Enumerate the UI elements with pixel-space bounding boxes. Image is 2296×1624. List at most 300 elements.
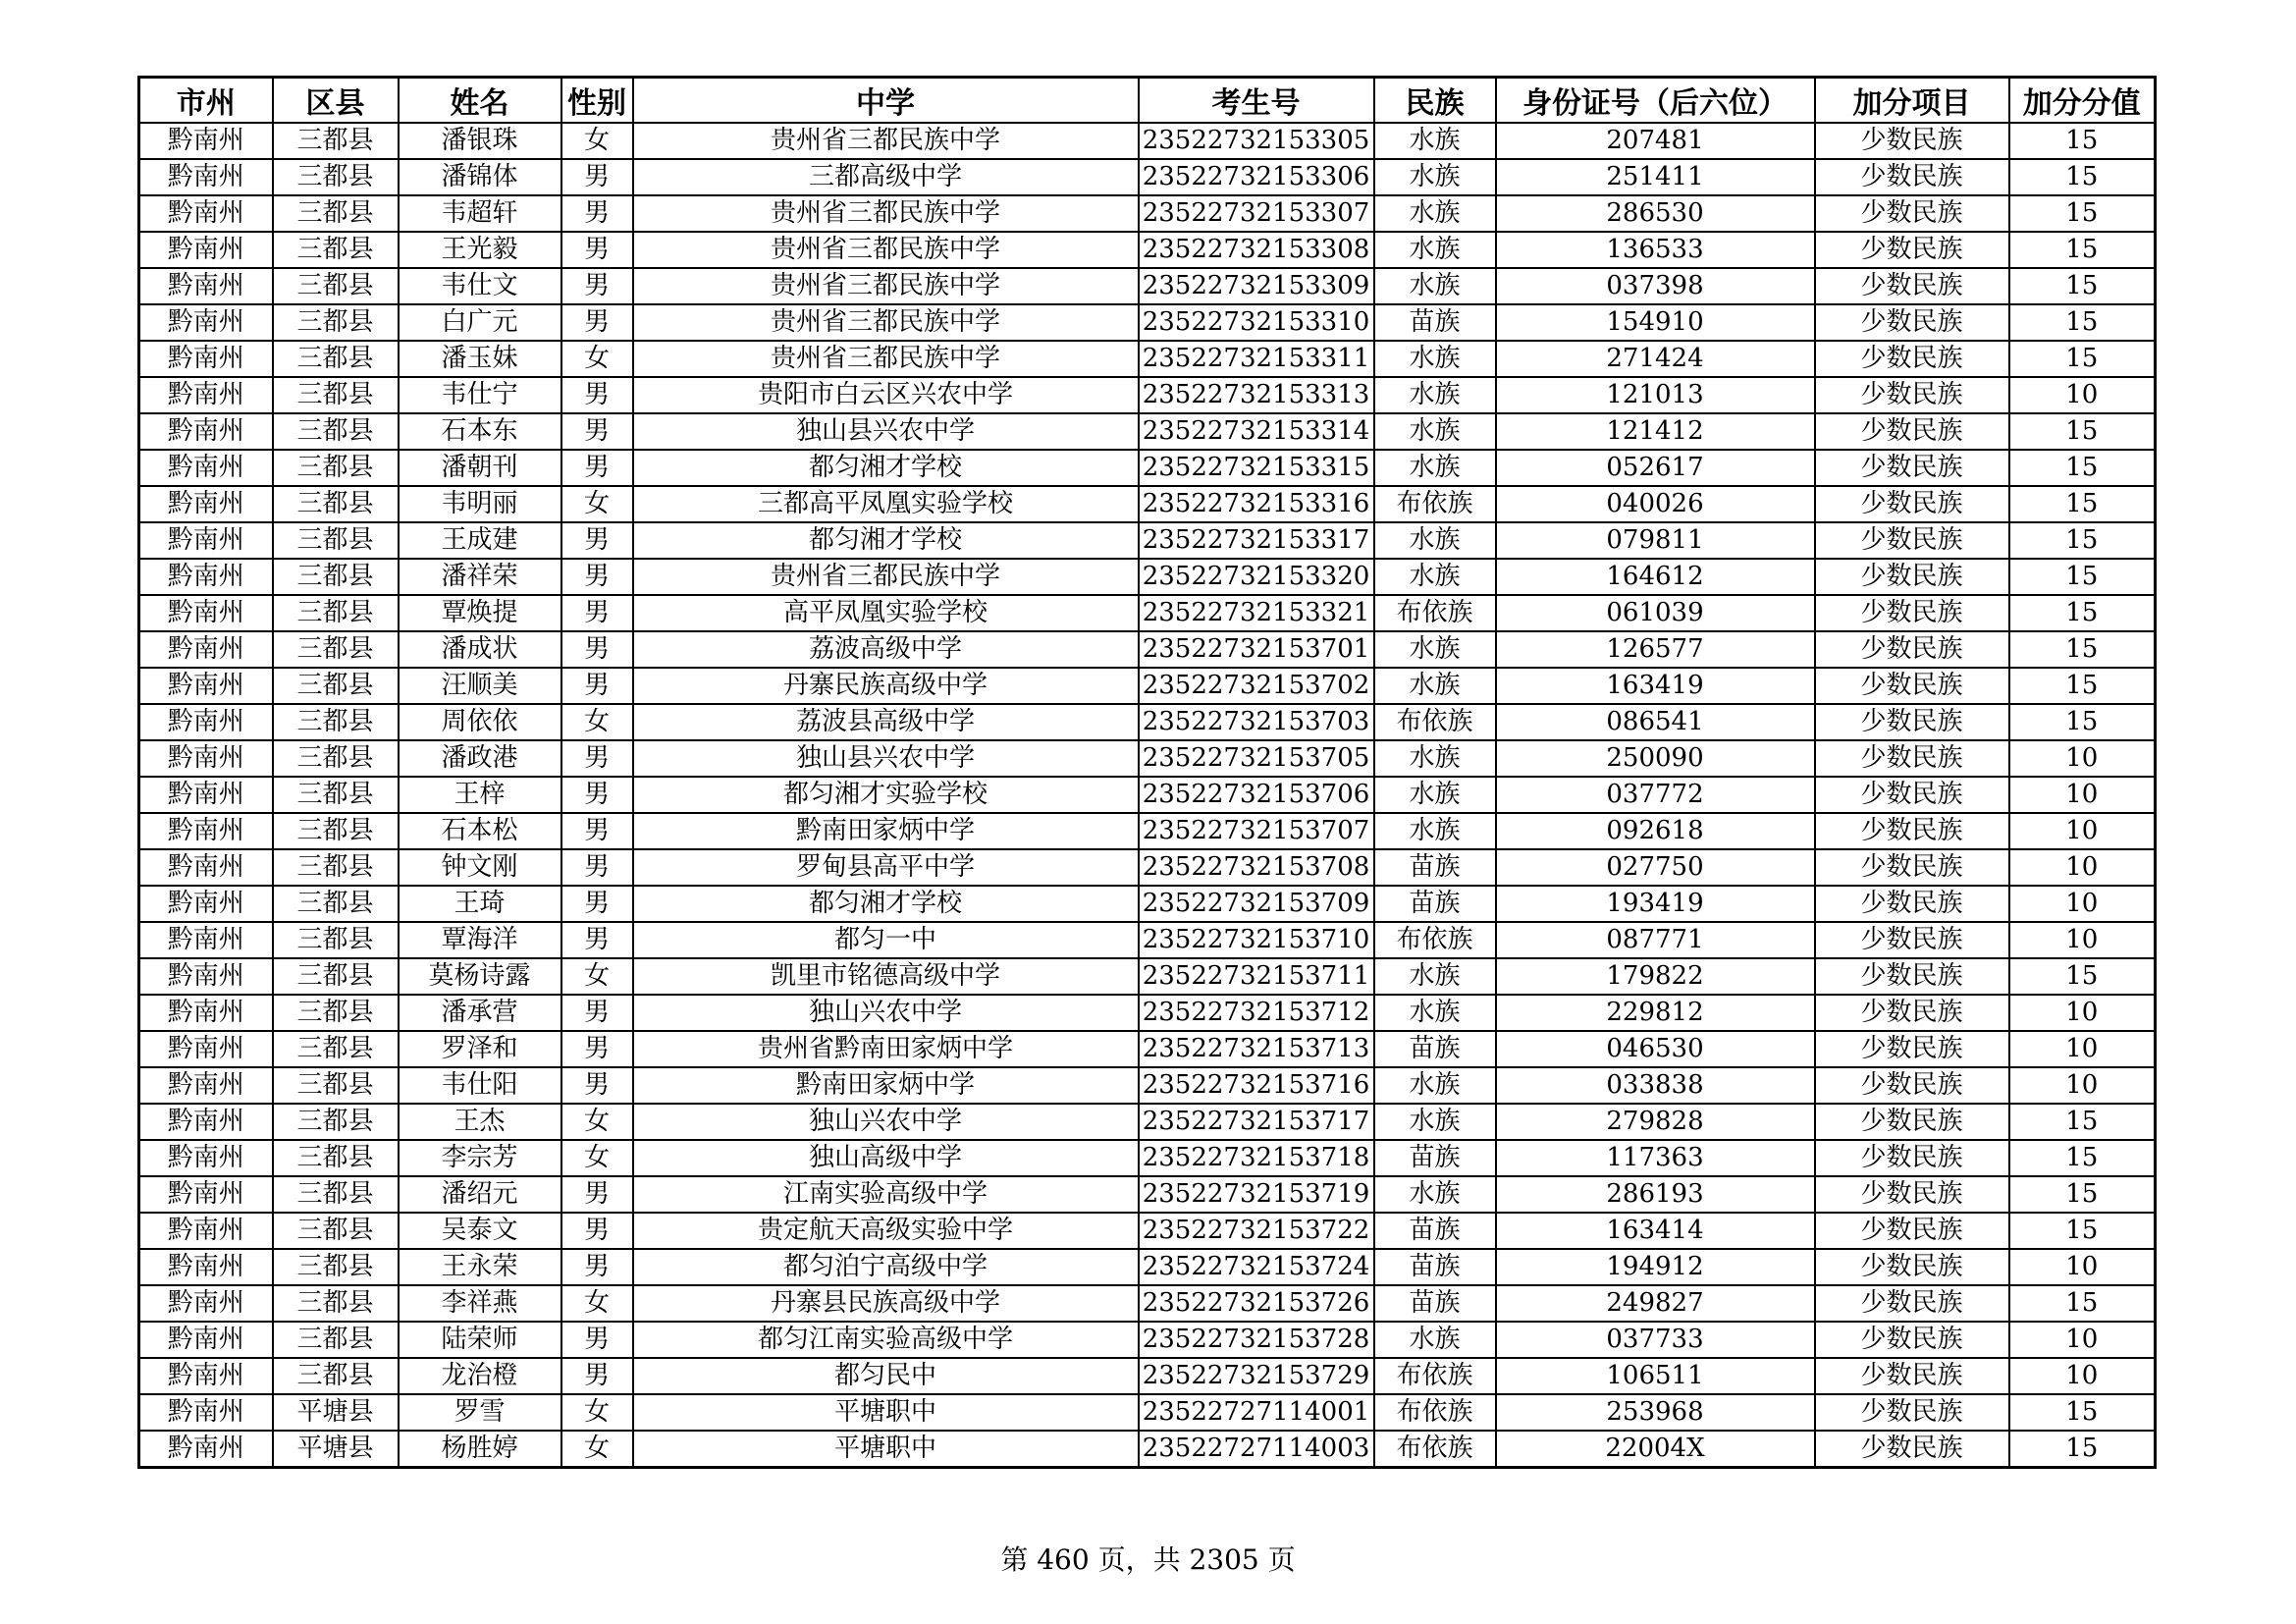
table-cell: 男 xyxy=(561,777,633,813)
table-cell: 少数民族 xyxy=(1815,1104,2009,1140)
table-cell: 白广元 xyxy=(399,304,561,341)
table-cell: 三都县 xyxy=(273,1322,399,1358)
table-cell: 韦仕阳 xyxy=(399,1067,561,1104)
table-cell: 男 xyxy=(561,1031,633,1067)
table-cell: 10 xyxy=(2009,377,2156,413)
table-row xyxy=(139,232,2156,268)
table-cell: 男 xyxy=(561,740,633,777)
table-cell: 23522732153314 xyxy=(1139,413,1374,450)
table-cell: 23522727114003 xyxy=(1139,1431,1374,1468)
table-cell: 三都县 xyxy=(273,1140,399,1176)
table-cell: 三都县 xyxy=(273,704,399,740)
table-cell: 覃焕提 xyxy=(399,595,561,631)
table-cell: 吴泰文 xyxy=(399,1213,561,1249)
table-cell: 061039 xyxy=(1496,595,1815,631)
table-cell: 女 xyxy=(561,341,633,377)
table-cell: 黔南州 xyxy=(139,595,273,631)
table-cell: 136533 xyxy=(1496,232,1815,268)
table-cell: 23522732153707 xyxy=(1139,813,1374,849)
table-cell: 黔南州 xyxy=(139,341,273,377)
table-cell: 黔南州 xyxy=(139,232,273,268)
table-cell: 092618 xyxy=(1496,813,1815,849)
table-row xyxy=(139,1249,2156,1285)
table-cell: 少数民族 xyxy=(1815,740,2009,777)
table-header xyxy=(139,78,2156,124)
table-cell: 男 xyxy=(561,631,633,668)
table-cell: 韦仕文 xyxy=(399,268,561,304)
table-row xyxy=(139,1104,2156,1140)
table-row xyxy=(139,159,2156,195)
table-cell: 男 xyxy=(561,995,633,1031)
table-cell: 黔南州 xyxy=(139,849,273,886)
table-cell: 少数民族 xyxy=(1815,486,2009,522)
table-cell: 水族 xyxy=(1374,195,1496,232)
table-cell: 黔南州 xyxy=(139,1140,273,1176)
table-cell: 黔南州 xyxy=(139,268,273,304)
table-cell: 三都高级中学 xyxy=(633,159,1139,195)
table-cell: 男 xyxy=(561,849,633,886)
table-cell: 046530 xyxy=(1496,1031,1815,1067)
table-cell: 三都县 xyxy=(273,232,399,268)
table-cell: 黔南州 xyxy=(139,886,273,922)
table-cell: 15 xyxy=(2009,486,2156,522)
table-cell: 三都县 xyxy=(273,268,399,304)
table-cell: 三都县 xyxy=(273,1067,399,1104)
table-cell: 水族 xyxy=(1374,341,1496,377)
table-cell: 23522732153709 xyxy=(1139,886,1374,922)
table-cell: 少数民族 xyxy=(1815,1358,2009,1394)
table-row xyxy=(139,777,2156,813)
table-cell: 黔南州 xyxy=(139,813,273,849)
table-cell: 水族 xyxy=(1374,232,1496,268)
table-cell: 三都县 xyxy=(273,1176,399,1213)
table-cell: 少数民族 xyxy=(1815,849,2009,886)
table-row xyxy=(139,704,2156,740)
table-cell: 少数民族 xyxy=(1815,304,2009,341)
table-cell: 苗族 xyxy=(1374,1140,1496,1176)
table-cell: 黔南田家炳中学 xyxy=(633,813,1139,849)
table-cell: 都匀泊宁高级中学 xyxy=(633,1249,1139,1285)
table-cell: 丹寨县民族高级中学 xyxy=(633,1285,1139,1322)
table-cell: 黔南州 xyxy=(139,740,273,777)
table-cell: 水族 xyxy=(1374,813,1496,849)
table-cell: 126577 xyxy=(1496,631,1815,668)
table-cell: 少数民族 xyxy=(1815,813,2009,849)
table-cell: 女 xyxy=(561,1104,633,1140)
column-header: 区县 xyxy=(273,78,399,124)
table-row xyxy=(139,1067,2156,1104)
table-cell: 15 xyxy=(2009,450,2156,486)
table-cell: 三都县 xyxy=(273,522,399,559)
column-header: 加分分值 xyxy=(2009,78,2156,124)
table-cell: 女 xyxy=(561,1285,633,1322)
table-cell: 15 xyxy=(2009,1285,2156,1322)
table-row xyxy=(139,450,2156,486)
table-cell: 苗族 xyxy=(1374,1285,1496,1322)
table-cell: 三都县 xyxy=(273,922,399,958)
table-cell: 079811 xyxy=(1496,522,1815,559)
table-cell: 荔波县高级中学 xyxy=(633,704,1139,740)
table-cell: 水族 xyxy=(1374,777,1496,813)
table-cell: 布依族 xyxy=(1374,704,1496,740)
table-cell: 027750 xyxy=(1496,849,1815,886)
table-cell: 15 xyxy=(2009,413,2156,450)
table-cell: 23522732153713 xyxy=(1139,1031,1374,1067)
table-cell: 少数民族 xyxy=(1815,886,2009,922)
table-cell: 少数民族 xyxy=(1815,450,2009,486)
table-cell: 10 xyxy=(2009,849,2156,886)
table-cell: 三都县 xyxy=(273,1285,399,1322)
table-cell: 黔南州 xyxy=(139,1031,273,1067)
table-cell: 男 xyxy=(561,159,633,195)
table-cell: 黔南州 xyxy=(139,1394,273,1431)
table-cell: 少数民族 xyxy=(1815,595,2009,631)
table-cell: 苗族 xyxy=(1374,1213,1496,1249)
table-cell: 黔南州 xyxy=(139,195,273,232)
table-cell: 平塘县 xyxy=(273,1431,399,1468)
table-cell: 286193 xyxy=(1496,1176,1815,1213)
table-cell: 15 xyxy=(2009,159,2156,195)
table-cell: 覃海洋 xyxy=(399,922,561,958)
table-row xyxy=(139,1358,2156,1394)
table-cell: 037772 xyxy=(1496,777,1815,813)
table-cell: 三都县 xyxy=(273,813,399,849)
table-cell: 水族 xyxy=(1374,268,1496,304)
table-row xyxy=(139,1140,2156,1176)
table-cell: 三都县 xyxy=(273,159,399,195)
table-cell: 15 xyxy=(2009,1140,2156,1176)
table-cell: 253968 xyxy=(1496,1394,1815,1431)
table-cell: 潘政港 xyxy=(399,740,561,777)
table-cell: 23522732153726 xyxy=(1139,1285,1374,1322)
table-cell: 106511 xyxy=(1496,1358,1815,1394)
table-cell: 037733 xyxy=(1496,1322,1815,1358)
table-cell: 水族 xyxy=(1374,522,1496,559)
table-cell: 贵州省三都民族中学 xyxy=(633,304,1139,341)
table-cell: 三都县 xyxy=(273,195,399,232)
table-cell: 男 xyxy=(561,1249,633,1285)
table-row xyxy=(139,377,2156,413)
table-cell: 黔南州 xyxy=(139,668,273,704)
table-cell: 布依族 xyxy=(1374,922,1496,958)
table-cell: 194912 xyxy=(1496,1249,1815,1285)
table-cell: 23522732153705 xyxy=(1139,740,1374,777)
table-row xyxy=(139,1431,2156,1468)
table-cell: 三都县 xyxy=(273,304,399,341)
table-cell: 15 xyxy=(2009,341,2156,377)
table-cell: 黔南州 xyxy=(139,777,273,813)
table-row xyxy=(139,1213,2156,1249)
table-cell: 179822 xyxy=(1496,958,1815,995)
table-cell: 莫杨诗露 xyxy=(399,958,561,995)
table-cell: 15 xyxy=(2009,595,2156,631)
table-cell: 黔南州 xyxy=(139,995,273,1031)
column-header: 身份证号（后六位） xyxy=(1496,78,1815,124)
table-cell: 052617 xyxy=(1496,450,1815,486)
table-cell: 贵州省三都民族中学 xyxy=(633,341,1139,377)
table-cell: 黔南州 xyxy=(139,1431,273,1468)
table-cell: 少数民族 xyxy=(1815,668,2009,704)
table-cell: 黔南州 xyxy=(139,1322,273,1358)
table-cell: 少数民族 xyxy=(1815,777,2009,813)
table-cell: 王永荣 xyxy=(399,1249,561,1285)
table-cell: 033838 xyxy=(1496,1067,1815,1104)
table-row xyxy=(139,268,2156,304)
table-cell: 高平凤凰实验学校 xyxy=(633,595,1139,631)
table-cell: 15 xyxy=(2009,631,2156,668)
table-cell: 23522732153310 xyxy=(1139,304,1374,341)
table-cell: 121412 xyxy=(1496,413,1815,450)
table-cell: 布依族 xyxy=(1374,595,1496,631)
table-cell: 钟文刚 xyxy=(399,849,561,886)
table-cell: 黔南州 xyxy=(139,413,273,450)
table-cell: 23522732153710 xyxy=(1139,922,1374,958)
table-cell: 少数民族 xyxy=(1815,995,2009,1031)
table-cell: 独山高级中学 xyxy=(633,1140,1139,1176)
table-cell: 苗族 xyxy=(1374,886,1496,922)
table-cell: 三都县 xyxy=(273,1031,399,1067)
table-cell: 男 xyxy=(561,377,633,413)
table-cell: 男 xyxy=(561,522,633,559)
table-cell: 少数民族 xyxy=(1815,1140,2009,1176)
table-cell: 平塘县 xyxy=(273,1394,399,1431)
table-cell: 15 xyxy=(2009,668,2156,704)
table-row xyxy=(139,195,2156,232)
table-cell: 水族 xyxy=(1374,1322,1496,1358)
table-cell: 23522732153722 xyxy=(1139,1213,1374,1249)
table-cell: 男 xyxy=(561,1322,633,1358)
table-row xyxy=(139,813,2156,849)
table-cell: 少数民族 xyxy=(1815,631,2009,668)
table-cell: 23522732153712 xyxy=(1139,995,1374,1031)
table-cell: 少数民族 xyxy=(1815,1249,2009,1285)
table-cell: 黔南州 xyxy=(139,522,273,559)
table-cell: 布依族 xyxy=(1374,1358,1496,1394)
table-cell: 15 xyxy=(2009,1104,2156,1140)
table-cell: 男 xyxy=(561,886,633,922)
table-cell: 23522732153701 xyxy=(1139,631,1374,668)
table-cell: 黔南州 xyxy=(139,159,273,195)
table-cell: 黔南州 xyxy=(139,922,273,958)
table-cell: 黔南州 xyxy=(139,304,273,341)
table-cell: 水族 xyxy=(1374,123,1496,159)
table-cell: 黔南州 xyxy=(139,1104,273,1140)
table-cell: 10 xyxy=(2009,740,2156,777)
table-cell: 女 xyxy=(561,1431,633,1468)
table-cell: 潘银珠 xyxy=(399,123,561,159)
table-cell: 女 xyxy=(561,704,633,740)
table-cell: 男 xyxy=(561,268,633,304)
table-cell: 三都县 xyxy=(273,958,399,995)
column-header: 考生号 xyxy=(1139,78,1374,124)
table-row xyxy=(139,1394,2156,1431)
table-cell: 黔南州 xyxy=(139,1067,273,1104)
table-cell: 男 xyxy=(561,413,633,450)
table-cell: 黔南州 xyxy=(139,1285,273,1322)
header-row xyxy=(139,78,2156,124)
table-cell: 贵阳市白云区兴农中学 xyxy=(633,377,1139,413)
table-cell: 少数民族 xyxy=(1815,1067,2009,1104)
table-cell: 23522732153320 xyxy=(1139,559,1374,595)
table-cell: 陆荣师 xyxy=(399,1322,561,1358)
table-cell: 23522732153719 xyxy=(1139,1176,1374,1213)
table-cell: 10 xyxy=(2009,995,2156,1031)
table-cell: 三都县 xyxy=(273,123,399,159)
table-cell: 贵州省三都民族中学 xyxy=(633,123,1139,159)
table-cell: 286530 xyxy=(1496,195,1815,232)
table-cell: 平塘职中 xyxy=(633,1431,1139,1468)
table-cell: 10 xyxy=(2009,813,2156,849)
table-cell: 10 xyxy=(2009,1031,2156,1067)
table-cell: 贵州省三都民族中学 xyxy=(633,195,1139,232)
table-cell: 男 xyxy=(561,1358,633,1394)
table-cell: 少数民族 xyxy=(1815,1213,2009,1249)
table-cell: 都匀江南实验高级中学 xyxy=(633,1322,1139,1358)
table-cell: 布依族 xyxy=(1374,486,1496,522)
table-cell: 男 xyxy=(561,195,633,232)
column-header: 加分项目 xyxy=(1815,78,2009,124)
table-cell: 潘绍元 xyxy=(399,1176,561,1213)
table-cell: 苗族 xyxy=(1374,1031,1496,1067)
table-cell: 少数民族 xyxy=(1815,1176,2009,1213)
table-cell: 杨胜婷 xyxy=(399,1431,561,1468)
table-cell: 潘成状 xyxy=(399,631,561,668)
table-cell: 15 xyxy=(2009,268,2156,304)
table-cell: 三都县 xyxy=(273,849,399,886)
table-row xyxy=(139,740,2156,777)
table-cell: 女 xyxy=(561,1140,633,1176)
column-header: 民族 xyxy=(1374,78,1496,124)
table-cell: 15 xyxy=(2009,522,2156,559)
table-cell: 罗甸县高平中学 xyxy=(633,849,1139,886)
table-cell: 086541 xyxy=(1496,704,1815,740)
table-cell: 王成建 xyxy=(399,522,561,559)
table-cell: 平塘职中 xyxy=(633,1394,1139,1431)
table-cell: 10 xyxy=(2009,1358,2156,1394)
table-cell: 丹寨民族高级中学 xyxy=(633,668,1139,704)
table-cell: 10 xyxy=(2009,777,2156,813)
table-cell: 男 xyxy=(561,450,633,486)
table-cell: 都匀一中 xyxy=(633,922,1139,958)
table-cell: 水族 xyxy=(1374,668,1496,704)
table-row xyxy=(139,849,2156,886)
table-row xyxy=(139,958,2156,995)
table-cell: 水族 xyxy=(1374,1176,1496,1213)
table-cell: 163419 xyxy=(1496,668,1815,704)
table-row xyxy=(139,486,2156,522)
table-cell: 男 xyxy=(561,813,633,849)
table-cell: 水族 xyxy=(1374,377,1496,413)
table-row xyxy=(139,995,2156,1031)
table-cell: 271424 xyxy=(1496,341,1815,377)
table-cell: 少数民族 xyxy=(1815,1031,2009,1067)
table-cell: 李祥燕 xyxy=(399,1285,561,1322)
table-cell: 三都县 xyxy=(273,886,399,922)
table-cell: 23522732153717 xyxy=(1139,1104,1374,1140)
table-cell: 水族 xyxy=(1374,413,1496,450)
table-cell: 三都县 xyxy=(273,341,399,377)
table-cell: 15 xyxy=(2009,1394,2156,1431)
table-cell: 独山兴农中学 xyxy=(633,1104,1139,1140)
table-cell: 水族 xyxy=(1374,1104,1496,1140)
table-cell: 潘玉妹 xyxy=(399,341,561,377)
table-row xyxy=(139,413,2156,450)
table-cell: 水族 xyxy=(1374,740,1496,777)
table-cell: 黔南州 xyxy=(139,1249,273,1285)
table-cell: 10 xyxy=(2009,1249,2156,1285)
table-cell: 黔南州 xyxy=(139,450,273,486)
table-cell: 少数民族 xyxy=(1815,1431,2009,1468)
table-cell: 黔南州 xyxy=(139,123,273,159)
table-cell: 男 xyxy=(561,1067,633,1104)
table-cell: 水族 xyxy=(1374,995,1496,1031)
table-cell: 男 xyxy=(561,922,633,958)
table-cell: 10 xyxy=(2009,922,2156,958)
table-row xyxy=(139,595,2156,631)
table-cell: 苗族 xyxy=(1374,304,1496,341)
table-cell: 女 xyxy=(561,958,633,995)
table-cell: 少数民族 xyxy=(1815,268,2009,304)
table-cell: 23522732153316 xyxy=(1139,486,1374,522)
table-cell: 23522732153321 xyxy=(1139,595,1374,631)
table-cell: 三都县 xyxy=(273,486,399,522)
table-cell: 独山县兴农中学 xyxy=(633,740,1139,777)
table-cell: 三都县 xyxy=(273,413,399,450)
column-header: 中学 xyxy=(633,78,1139,124)
table-cell: 117363 xyxy=(1496,1140,1815,1176)
table-cell: 王梓 xyxy=(399,777,561,813)
table-cell: 少数民族 xyxy=(1815,1285,2009,1322)
table-cell: 164612 xyxy=(1496,559,1815,595)
table-cell: 23522732153305 xyxy=(1139,123,1374,159)
table-row xyxy=(139,522,2156,559)
table-cell: 凯里市铭德高级中学 xyxy=(633,958,1139,995)
table-cell: 23522732153315 xyxy=(1139,450,1374,486)
table-cell: 韦仕宁 xyxy=(399,377,561,413)
table-cell: 少数民族 xyxy=(1815,195,2009,232)
table-cell: 三都县 xyxy=(273,995,399,1031)
table-cell: 三都县 xyxy=(273,450,399,486)
table-cell: 三都县 xyxy=(273,559,399,595)
table-row xyxy=(139,1031,2156,1067)
score-bonus-table xyxy=(137,76,2157,1469)
table-row xyxy=(139,631,2156,668)
table-cell: 韦超轩 xyxy=(399,195,561,232)
table-row xyxy=(139,922,2156,958)
table-cell: 040026 xyxy=(1496,486,1815,522)
table-cell: 男 xyxy=(561,595,633,631)
table-cell: 15 xyxy=(2009,559,2156,595)
table-cell: 潘承营 xyxy=(399,995,561,1031)
table-cell: 男 xyxy=(561,559,633,595)
table-cell: 都匀湘才学校 xyxy=(633,886,1139,922)
table-cell: 罗泽和 xyxy=(399,1031,561,1067)
table-cell: 10 xyxy=(2009,1067,2156,1104)
table-cell: 潘祥荣 xyxy=(399,559,561,595)
table-cell: 三都县 xyxy=(273,631,399,668)
table-cell: 王琦 xyxy=(399,886,561,922)
table-cell: 249827 xyxy=(1496,1285,1815,1322)
table-cell: 少数民族 xyxy=(1815,704,2009,740)
table-cell: 少数民族 xyxy=(1815,377,2009,413)
table-cell: 229812 xyxy=(1496,995,1815,1031)
table-cell: 23522732153703 xyxy=(1139,704,1374,740)
table-cell: 23522732153307 xyxy=(1139,195,1374,232)
table-cell: 独山县兴农中学 xyxy=(633,413,1139,450)
table-cell: 三都县 xyxy=(273,1358,399,1394)
table-cell: 23522727114001 xyxy=(1139,1394,1374,1431)
table-cell: 193419 xyxy=(1496,886,1815,922)
